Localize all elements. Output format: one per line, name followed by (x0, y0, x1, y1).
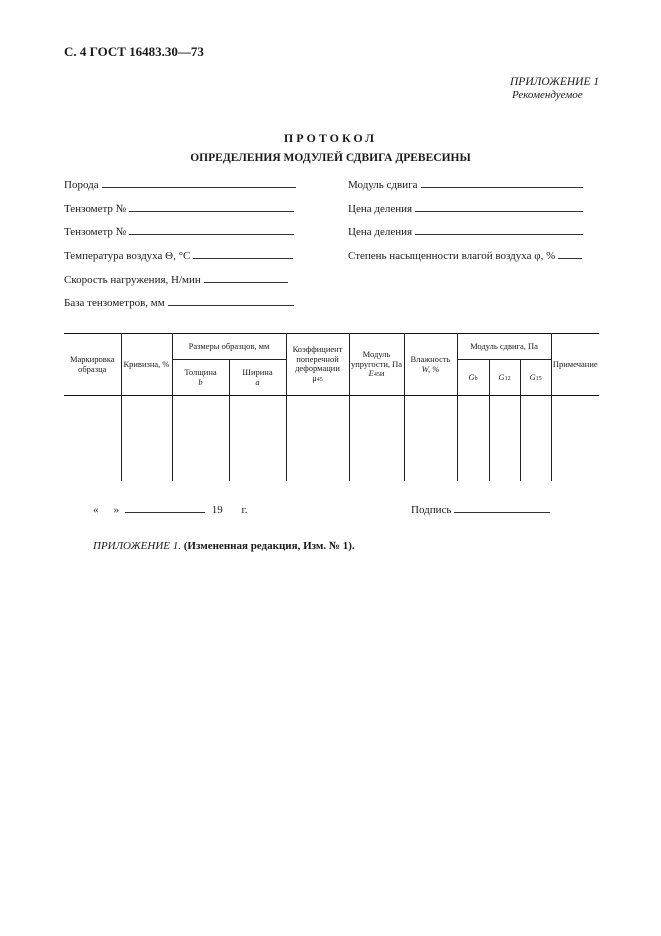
table-cell[interactable] (404, 396, 457, 482)
col-width: Ширина a (229, 360, 286, 396)
fill-line[interactable] (421, 178, 583, 188)
field-label: Цена деления (348, 226, 413, 238)
col-curvature: Кривизна, % (121, 334, 172, 396)
group-shear-modulus: Модуль сдвига, Па (457, 334, 551, 360)
footer-text: (Измененная редакция, Изм. № 1). (183, 540, 355, 552)
field-label: Температура воздуха Θ, °С (64, 250, 191, 262)
col-marking: Маркировка образца (64, 334, 121, 396)
fill-line[interactable] (102, 178, 296, 188)
field-label: Тензометр № (64, 203, 127, 215)
col-elastic-modulus: Модуль упругости, Па E45и (349, 334, 404, 396)
col-g-12: G12 (489, 360, 520, 396)
fill-line[interactable] (168, 296, 294, 306)
appendix-status: Рекомендуемое (512, 89, 583, 101)
col-coefficient: Коэффициент поперечной деформации μ45 (286, 334, 349, 396)
field-label: Порода (64, 179, 99, 191)
field-tensometer-base[interactable] (64, 296, 294, 309)
fill-line[interactable] (204, 273, 288, 283)
fill-line[interactable] (558, 249, 582, 259)
fill-line[interactable] (415, 202, 583, 212)
field-division-value-1[interactable] (348, 202, 583, 215)
field-label: Тензометр № (64, 226, 127, 238)
field-label: Модуль сдвига (348, 179, 418, 191)
table-cell[interactable] (121, 396, 172, 482)
signature-label: Подпись (411, 504, 452, 516)
field-tensometer-1[interactable] (64, 202, 294, 215)
table-cell[interactable] (229, 396, 286, 482)
table-cell[interactable] (286, 396, 349, 482)
page-header: С. 4 ГОСТ 16483.30—73 (64, 44, 204, 59)
fill-line[interactable] (129, 225, 294, 235)
date-field[interactable]: « » 19 г. (93, 504, 248, 516)
protocol-subtitle: ОПРЕДЕЛЕНИЯ МОДУЛЕЙ СДВИГА ДРЕВЕСИНЫ (190, 152, 471, 164)
col-humidity: Влажность W, % (404, 334, 457, 396)
protocol-table (64, 333, 599, 481)
field-label: Степень насыщенности влагой воздуха φ, % (348, 250, 556, 262)
field-tensometer-2[interactable] (64, 225, 294, 238)
field-air-temperature[interactable] (64, 249, 293, 262)
table-cell[interactable] (489, 396, 520, 482)
col-g-15: G15 (520, 360, 551, 396)
signature-field[interactable] (411, 503, 550, 516)
fill-line[interactable] (129, 202, 294, 212)
table-cell[interactable] (520, 396, 551, 482)
field-label: Скорость нагружения, Н/мин (64, 274, 201, 286)
field-label: Цена деления (348, 203, 413, 215)
field-division-value-2[interactable] (348, 225, 583, 238)
field-air-saturation[interactable] (348, 249, 582, 262)
field-loading-rate[interactable] (64, 273, 288, 286)
table-row[interactable] (64, 396, 599, 482)
field-label: База тензометров, мм (64, 297, 165, 309)
fill-line[interactable] (415, 225, 583, 235)
group-sample-sizes: Размеры образцов, мм (172, 334, 286, 360)
appendix-label: ПРИЛОЖЕНИЕ 1 (510, 76, 600, 88)
col-g-b: Gb (457, 360, 489, 396)
col-thickness: Толщина b (172, 360, 229, 396)
table-cell[interactable] (64, 396, 121, 482)
table-cell[interactable] (172, 396, 229, 482)
protocol-title: ПРОТОКОЛ (283, 131, 378, 145)
col-note: Примечание (551, 334, 599, 396)
fill-line[interactable] (193, 249, 293, 259)
footer-ref: ПРИЛОЖЕНИЕ 1. (93, 540, 181, 552)
field-shear-modulus[interactable] (348, 178, 583, 191)
table-cell[interactable] (551, 396, 599, 482)
field-species[interactable] (64, 178, 296, 191)
footer-note (93, 540, 355, 552)
table-cell[interactable] (457, 396, 489, 482)
fill-line[interactable] (454, 503, 550, 513)
table-cell[interactable] (349, 396, 404, 482)
month-fill-line[interactable] (125, 503, 205, 513)
